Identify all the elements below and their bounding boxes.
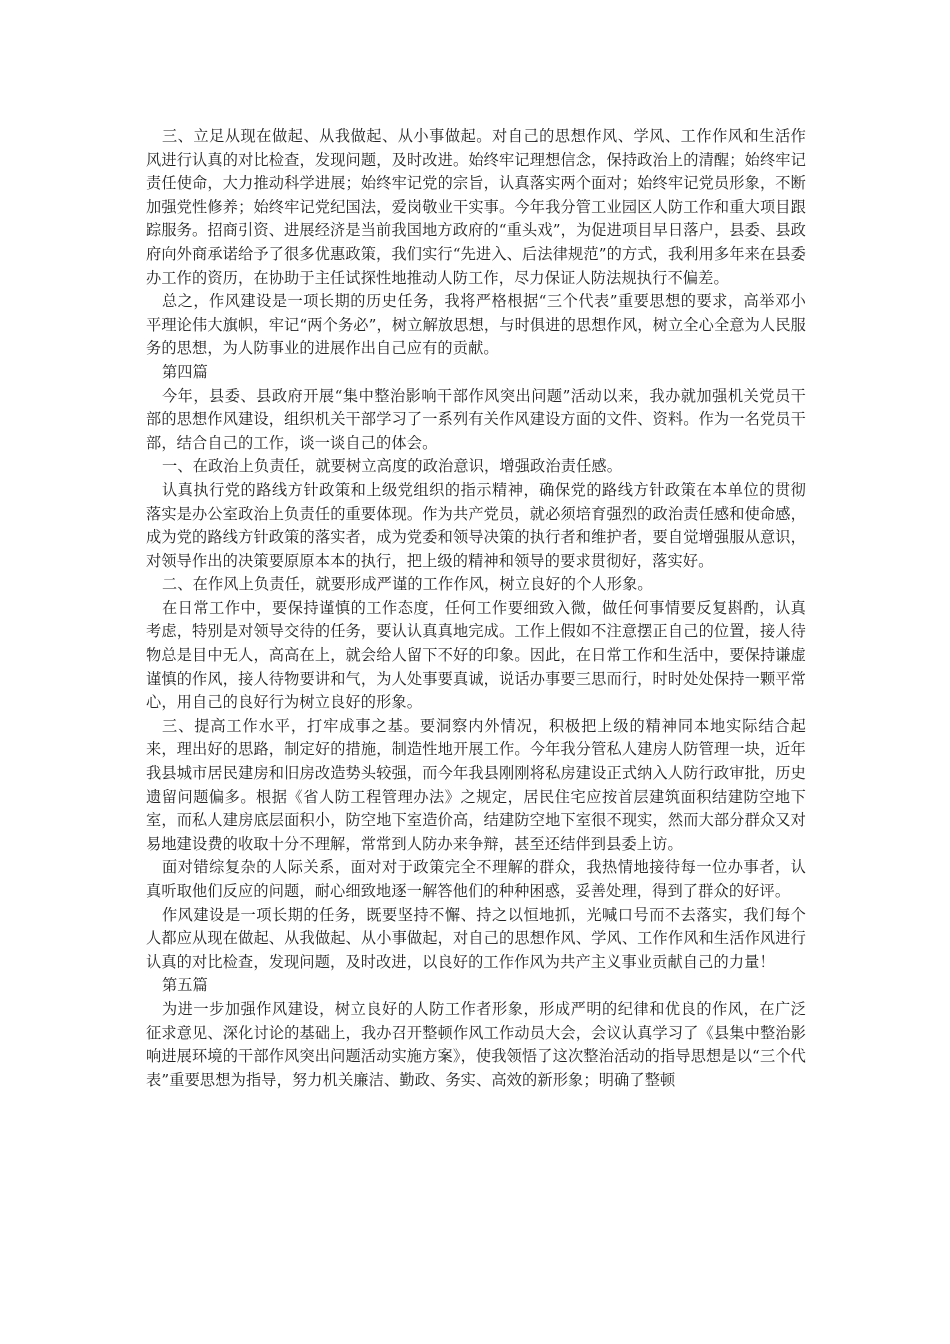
- document-body: [146, 125, 806, 1092]
- paragraph-political-responsibility-heading: 一、在政治上负责任，就要树立高度的政治意识，增强政治责任感。: [161, 457, 623, 476]
- paragraph-section-three-start-small: 三、立足从现在做起、从我做起、从小事做起。对自己的思想作风、学风、工作作风和生活作风进行认真的对比检查，发现问题，及时改进。始终牢记理想信念，保持政治上的清醒；始终牢记责任使命，大力推动科学进展；始终牢记党的宗旨，认真落实两个面对；始终牢记党员形象，不断加强党性修养；始终牢记党纪国法，爱岗敬业干实事。今年我分管工业园区人防工作和重大项目跟踪服务。招商引资、进展经济是当前我国地方政府的“重头戏”，为促进项目早日落户，县委、县政府向外商承诺给予了很多优惠政策，我们实行“先进入、后法律规范”的方式，我利用多年来在县委办工作的资历，在协助于主任试探性地推动人防工作，尽力保证人防法规执行不偏差。: [146, 127, 807, 287]
- heading-part-four: 第四篇: [161, 362, 208, 381]
- paragraph-work-style: 在日常工作中，要保持谨慎的工作态度，任何工作要细致入微，做任何事情要反复斟酌，认真考虑，特别是对领导交待的任务，要认认真真地完成。工作上假如不注意摆正自己的位置，接人待物总是目中无人，高高在上，就会给人留下不好的印象。因此，在日常工作和生活中，要保持谦虚谨慎的作风，接人待物要讲和气，为人处事要真诚，说话办事要三思而行，时时处处保持一颗平常心，用自己的良好行为树立良好的形象。: [146, 598, 806, 712]
- paragraph-public-relations: 面对错综复杂的人际关系，面对对于政策完全不理解的群众，我热情地接待每一位办事者，认真听取他们反应的问题，耐心细致地逐一解答他们的种种困惑，妥善处理，得到了群众的好评。: [146, 858, 806, 900]
- paragraph-summary: 总之，作风建设是一项长期的历史任务，我将严格根据“三个代表”重要思想的要求，高举邓小平理论伟大旗帜，牢记“两个务必”，树立解放思想，与时俱进的思想作风，树立全心全意为人民服务的思想，为人防事业的进展作出自己应有的贡献。: [146, 292, 807, 358]
- paragraph-part-four-conclusion: 作风建设是一项长期的任务，既要坚持不懈、持之以恒地抓，光喊口号而不去落实，我们每个人都应从现在做起、从我做起、从小事做起，对自己的思想作风、学风、工作作风和生活作风进行认真的对比检查，发现问题，及时改进，以良好的工作作风为共产主义事业贡献自己的力量！: [146, 905, 806, 971]
- paragraph-work-level: 三、提高工作水平，打牢成事之基。要洞察内外情况，积极把上级的精神同本地实际结合起来，理出好的思路，制定好的措施，制造性地开展工作。今年我分管私人建房人防管理一块，近年我县城市居民建房和旧房改造势头较强，而今年我县刚刚将私房建设正式纳入人防行政审批，历史遗留问题偏多。根据《省人防工程管理办法》之规定，居民住宅应按首层建筑面积结建防空地下室，而私人建房底层面积小，防空地下室造价高，结建防空地下室很不现实，然而大部分群众又对易地建设费的收取十分不理解，常常到人防办来争辩，甚至还结伴到县委上访。: [146, 716, 806, 853]
- paragraph-part-four-intro: 今年，县委、县政府开展“集中整治影响干部作风突出问题”活动以来，我办就加强机关党员干部的思想作风建设，组织机关干部学习了一系列有关作风建设方面的文件、资料。作为一名党员干部，结合自己的工作，谈一谈自己的体会。: [146, 386, 806, 452]
- heading-part-five: 第五篇: [161, 976, 208, 995]
- paragraph-political-responsibility: 认真执行党的路线方针政策和上级党组织的指示精神，确保党的路线方针政策在本单位的贯彻落实是办公室政治上负责任的重要体现。作为共产党员，就必须培育强烈的政治责任感和使命感，成为党的路线方针政策的落实者，成为党委和领导决策的执行者和维护者，要自觉增强服从意识，对领导作出的决策要原原本本的执行，把上级的精神和领导的要求贯彻好，落实好。: [146, 480, 806, 570]
- paragraph-work-style-heading: 二、在作风上负责任，就要形成严谨的工作作风，树立良好的个人形象。: [161, 575, 653, 594]
- paragraph-part-five-intro: 为进一步加强作风建设，树立良好的人防工作者形象，形成严明的纪律和优良的作风，在广泛征求意见、深化讨论的基础上，我办召开整顿作风工作动员大会，会议认真学习了《县集中整治影响进展环境的干部作风突出问题活动实施方案》，使我领悟了这次整治活动的指导思想是以“三个代表”重要思想为指导，努力机关廉洁、勤政、务实、高效的新形象；明确了整顿: [146, 999, 806, 1089]
